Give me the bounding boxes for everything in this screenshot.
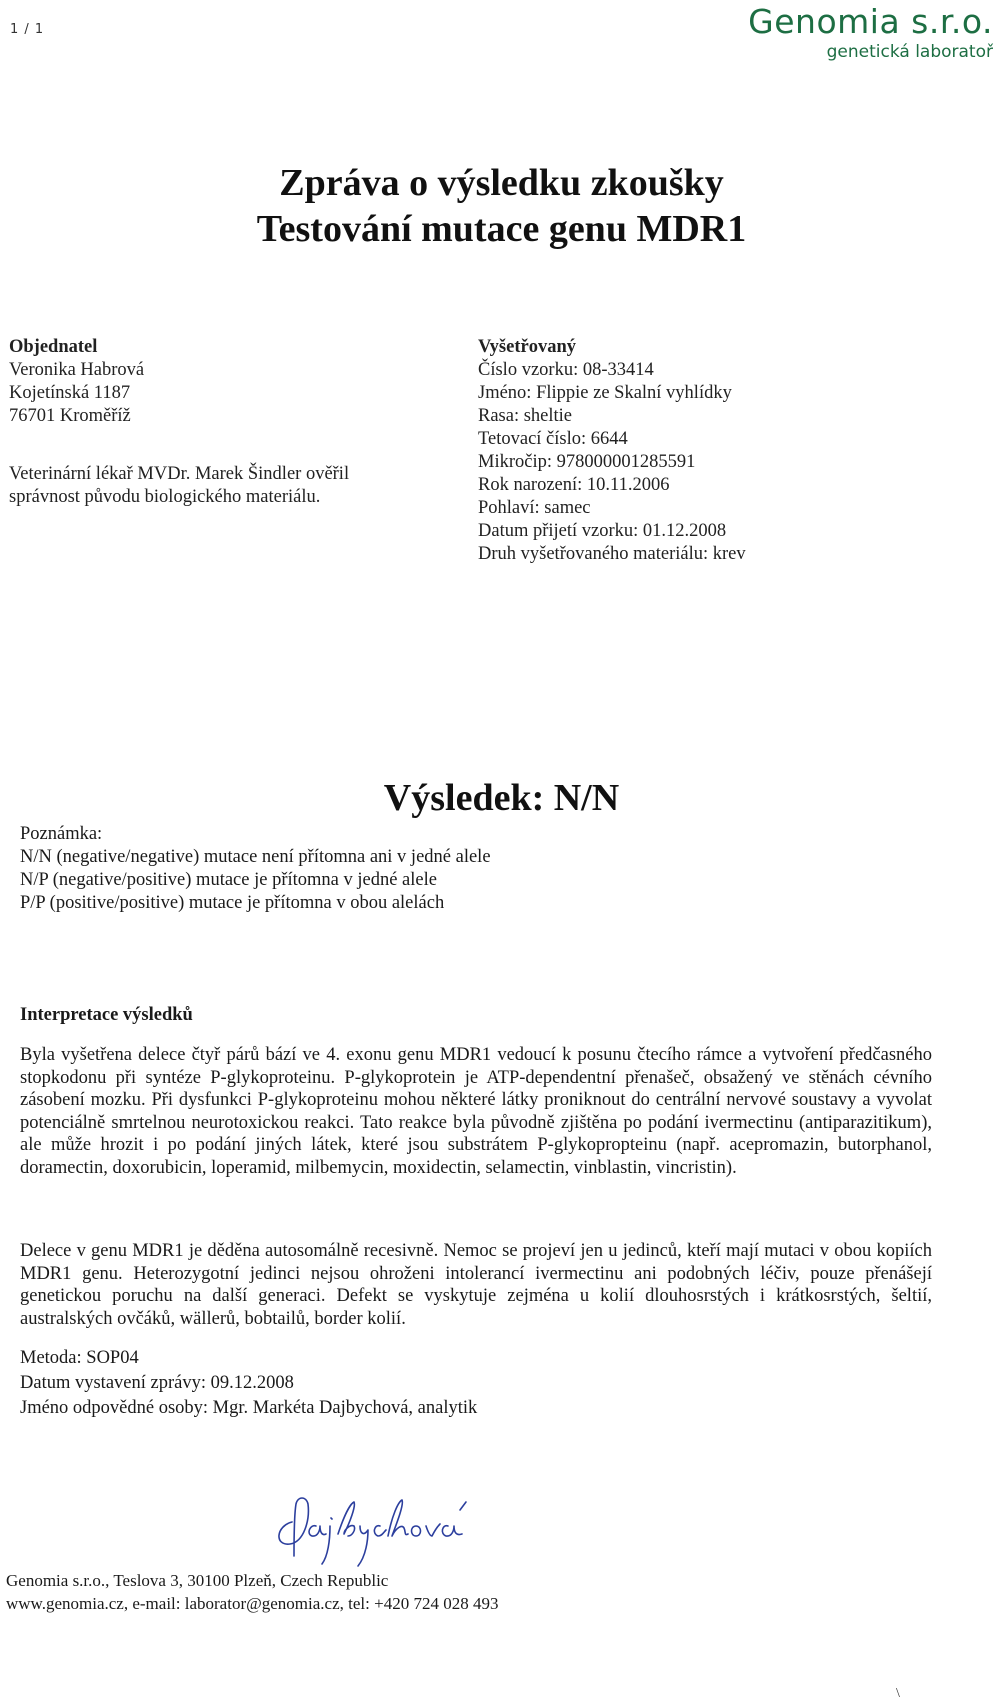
note-line: N/P (negative/positive) mutace je přítomna v jedné alele <box>20 870 437 890</box>
scan-mark: \ <box>896 1686 900 1701</box>
interpretation-paragraph-2: Delece v genu MDR1 je děděna autosomálně recesivně. Nemoc se projeví jen u jedinců, kteří mají mutaci v obou kopiích MDR1 genu. Heterozygotní jedinci nejsou ohroženi intolerancí ivermectinu ani podobných léčiv, pouze přenášejí genetickou poruchu na další generaci. Defekt se vyskytuje zejména u kolií dlouhosrstých i krátkosrstých, šeltií, australských ovčáků, wällerů, bobtailů, border kolií. <box>20 1241 932 1329</box>
note-heading: Poznámka: <box>20 824 103 844</box>
page-counter: 1 / 1 <box>10 22 45 37</box>
note-block <box>20 823 820 915</box>
received-date: Datum přijetí vzorku: 01.12.2008 <box>478 521 727 541</box>
signature-drawing <box>270 1460 510 1570</box>
orderer-street: Kojetínská 1187 <box>9 383 131 403</box>
interpretation-heading: Interpretace výsledků <box>20 1005 193 1025</box>
company-subtitle: genetická laboratoř <box>826 42 993 62</box>
signature <box>270 1460 510 1575</box>
report-title-line2: Testování mutace genu MDR1 <box>256 208 747 250</box>
note-line: P/P (positive/positive) mutace je přítomna v obou alelách <box>20 893 445 913</box>
report-title-line1: Zpráva o výsledku zkoušky <box>279 162 724 204</box>
footer <box>6 1569 498 1615</box>
subject-heading: Vyšetřovaný <box>478 337 576 357</box>
orderer-name: Veronika Habrová <box>9 360 145 380</box>
note-line: N/N (negative/negative) mutace není přítomna ani v jedné alele <box>20 847 491 867</box>
vet-note <box>9 463 429 509</box>
report-title <box>0 160 1003 252</box>
tattoo-number: Tetovací číslo: 6644 <box>478 429 628 449</box>
breed: Rasa: sheltie <box>478 406 573 426</box>
footer-address: Genomia s.r.o., Teslova 3, 30100 Plzeň, Czech Republic <box>6 1571 389 1590</box>
material-type: Druh vyšetřovaného materiálu: krev <box>478 544 746 564</box>
subject-block <box>478 336 948 566</box>
company-name: Genomia s.r.o. <box>748 2 993 41</box>
orderer-heading: Objednatel <box>9 337 98 357</box>
orderer-city: 76701 Kroměříž <box>9 406 131 426</box>
report-meta <box>20 1346 477 1421</box>
responsible-person: Jméno odpovědné osoby: Mgr. Markéta Dajbychová, analytik <box>20 1398 478 1418</box>
result-heading: Výsledek: N/N <box>383 777 620 819</box>
orderer-block <box>9 336 429 428</box>
interpretation-paragraph-1: Byla vyšetřena delece čtyř párů bází ve 4. exonu genu MDR1 vedoucí k posunu čtecího rámce a vytvoření předčasného stopkodonu při syntéze P-glykoproteinu. P-glykoprotein je ATP-dependentní přenašeč, obsažený ve stěnách cévního zásobení mozku. Při dysfunkci P-glykoproteinu mohou některé látky proniknout do centrální nervové soustavy a vyvolat potenciálně smrtelnou neurotoxickou reakci. Tato reakce byla původně zjištěna po podání ivermectinu (antiparazitikum), ale může hrozit i po podání jiných látek, které jsou substrátem P-glykopropteinu (např. acepromazin, butorphanol, doramectin, doxorubicin, loperamid, milbemycin, moxidectin, selamectin, vinblastin, vincristin). <box>20 1045 932 1178</box>
method: Metoda: SOP04 <box>20 1348 139 1368</box>
birth-date: Rok narození: 10.11.2006 <box>478 475 670 495</box>
footer-contact: www.genomia.cz, e-mail: laborator@genomia.cz, tel: +420 724 028 493 <box>6 1594 499 1613</box>
sample-number: Číslo vzorku: 08-33414 <box>478 360 654 380</box>
microchip: Mikročip: 978000001285591 <box>478 452 696 472</box>
animal-name: Jméno: Flippie ze Skalní vyhlídky <box>478 383 732 403</box>
vet-note-line2: správnost původu biologického materiálu. <box>9 487 321 507</box>
company-logo <box>748 2 993 62</box>
sex: Pohlaví: samec <box>478 498 591 518</box>
issued-date: Datum vystavení zprávy: 09.12.2008 <box>20 1373 294 1393</box>
vet-note-line1: Veterinární lékař MVDr. Marek Šindler ověřil <box>9 464 350 484</box>
